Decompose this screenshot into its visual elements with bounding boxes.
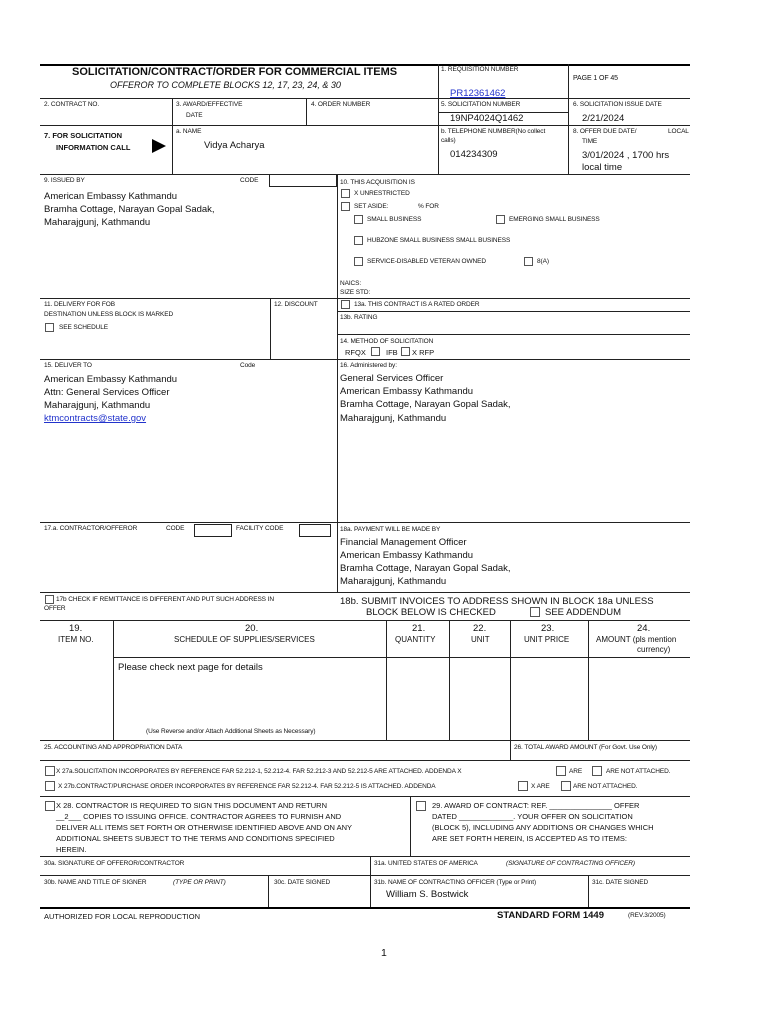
unrestricted-checkbox[interactable]: [341, 189, 350, 198]
rule: [40, 298, 337, 299]
deliver-to-line: Maharajgunj, Kathmandu: [44, 400, 151, 411]
payment-line: Financial Management Officer: [340, 537, 467, 548]
contact-name: Vidya Acharya: [204, 140, 265, 151]
requisition-number-link[interactable]: PR12361462: [450, 88, 506, 99]
naics-label: NAICS:: [340, 280, 362, 287]
block6-label: 6. SOLICITATION ISSUE DATE: [573, 101, 662, 108]
block3-label-2: DATE: [186, 112, 203, 119]
standard-form-label: STANDARD FORM 1449: [497, 910, 604, 921]
block7-label-2: INFORMATION CALL: [56, 143, 131, 152]
block27a-not: ARE NOT ATTACHED.: [606, 768, 671, 775]
block31c-label: 31c. DATE SIGNED: [592, 879, 649, 886]
eight-a-checkbox[interactable]: [524, 257, 533, 266]
block16-label: 16. Administered by:: [340, 362, 397, 369]
col20-label: SCHEDULE OF SUPPLIES/SERVICES: [174, 635, 315, 644]
block29-text: DATED _____________. YOUR OFFER ON SOLICITATION: [432, 812, 633, 821]
col22-num: 22.: [473, 623, 487, 634]
rule: [410, 796, 411, 856]
page-number: 1: [381, 947, 387, 959]
email-link[interactable]: ktmcontracts@state.gov: [44, 413, 147, 424]
rfq-checkbox[interactable]: [371, 347, 380, 356]
emerging-small-business-label: EMERGING SMALL BUSINESS: [509, 216, 600, 223]
rule: [438, 64, 439, 174]
block29-text: 29. AWARD OF CONTRACT: REF. _______________ OFFER: [432, 801, 640, 810]
contracting-officer-name: William S. Bostwick: [386, 889, 469, 900]
col24-label: AMOUNT (pls mention: [596, 635, 677, 644]
col24-num: 24.: [637, 623, 651, 634]
see-addendum-label: SEE ADDENDUM: [545, 607, 622, 618]
block14-label: 14. METHOD OF SOLICITATION: [340, 338, 434, 345]
rule: [270, 298, 271, 359]
block8-label-2: TIME: [582, 138, 598, 145]
block11-label: 11. DELIVERY FOR FOB: [44, 301, 115, 308]
rule: [40, 359, 690, 360]
block27b-text: X 27b.CONTRACT/PURCHASE ORDER INCORPORATES BY REFERENCE FAR 52.212-4. FAR 52.212-5 IS ATTACHED. ADDENDA: [58, 783, 436, 790]
sdvo-checkbox[interactable]: [354, 257, 363, 266]
rule: [40, 620, 690, 621]
offer-due-time: local time: [582, 162, 623, 173]
issued-by-line: American Embassy Kathmandu: [44, 191, 178, 202]
authorized-label: AUTHORIZED FOR LOCAL REPRODUCTION: [44, 912, 200, 921]
block27a-are: ARE: [569, 768, 583, 775]
sdvo-label: SERVICE-DISABLED VETERAN OWNED: [367, 258, 486, 265]
27a-are-checkbox[interactable]: [556, 766, 566, 776]
col19-label: ITEM NO.: [58, 635, 94, 644]
administered-by-line: Bramha Cottage, Narayan Gopal Sadak,: [340, 399, 511, 410]
see-schedule-checkbox[interactable]: [45, 323, 54, 332]
block15-code-label: Code: [240, 362, 256, 369]
issued-by-code-field[interactable]: [269, 174, 337, 187]
form-subtitle: OFFEROR TO COMPLETE BLOCKS 12, 17, 23, 24, & 30: [110, 80, 341, 90]
block28-text: __2___ COPIES TO ISSUING OFFICE. CONTRACTOR AGREES TO FURNISH AND: [56, 812, 342, 821]
col19-num: 19.: [69, 623, 83, 634]
rule: [113, 657, 690, 658]
deliver-to-line: Attn: General Services Officer: [44, 387, 170, 398]
27b-checkbox[interactable]: [45, 781, 55, 791]
rule: [588, 620, 589, 740]
27a-checkbox[interactable]: [45, 766, 55, 776]
rule: [172, 98, 173, 174]
block17-code-label: CODE: [166, 525, 185, 532]
col23-num: 23.: [541, 623, 555, 634]
block8-label: 8. OFFER DUE DATE/: [573, 128, 637, 135]
col20-num: 20.: [245, 623, 259, 634]
block17a-label: 17.a. CONTRACTOR/OFFEROR: [44, 525, 138, 532]
issued-by-line: Bramha Cottage, Narayan Gopal Sadak,: [44, 204, 215, 215]
block3-label: 3. AWARD/EFFECTIVE: [176, 101, 243, 108]
rule: [386, 620, 387, 740]
rfp-label: X RFP: [412, 348, 435, 357]
col22-label: UNIT: [471, 635, 490, 644]
remittance-checkbox[interactable]: [45, 595, 54, 604]
small-business-label: SMALL BUSINESS: [367, 216, 422, 223]
payment-line: Bramha Cottage, Narayan Gopal Sadak,: [340, 563, 511, 574]
block28-text: X 28. CONTRACTOR IS REQUIRED TO SIGN THIS DOCUMENT AND RETURN: [56, 801, 328, 810]
facility-code-field[interactable]: [299, 524, 331, 537]
see-addendum-checkbox[interactable]: [530, 607, 540, 617]
block11-label-2: DESTINATION UNLESS BLOCK IS MARKED: [44, 311, 174, 318]
block30a-label: 30a. SIGNATURE OF OFFEROR/CONTRACTOR: [44, 860, 185, 867]
block13b-label: 13b. RATING: [340, 314, 378, 321]
eight-a-label: 8(A): [537, 258, 549, 265]
rule: [40, 760, 690, 761]
rule: [370, 856, 371, 907]
block15-label: 15. DELIVER TO: [44, 362, 92, 369]
27b-are-checkbox[interactable]: [518, 781, 528, 791]
block28-text: HEREIN.: [56, 845, 87, 854]
block17b-label: 17b CHECK IF REMITTANCE IS DIFFERENT AND PUT SUCH ADDRESS IN: [56, 596, 274, 603]
block27a-text: X 27a.SOLICITATION INCORPORATES BY REFERENCE FAR 52.212-1, 52.212-4. FAR 52.212-3 AND 52.212-5 ARE ATTACHED. ADDENDA X: [56, 768, 462, 775]
rule: [337, 311, 690, 312]
form-bottom-rule: [40, 907, 690, 909]
block1-label: 1. REQUISITION NUMBER: [441, 66, 519, 73]
arrow-right-icon: [152, 139, 166, 153]
block7-label: 7. FOR SOLICITATION: [44, 131, 123, 140]
block8-label-local: LOCAL: [668, 128, 689, 135]
block5-label: 5. SOLICITATION NUMBER: [441, 101, 521, 108]
rated-order-checkbox[interactable]: [341, 300, 350, 309]
block17b-label-2: OFFER: [44, 605, 66, 612]
payment-line: American Embassy Kathmandu: [340, 550, 474, 561]
rule: [588, 875, 589, 907]
block28-text: ADDITIONAL SHEETS SUBJECT TO THE TERMS AND CONDITIONS SPECIFIED: [56, 834, 335, 843]
rfq-label: RFQX: [345, 348, 366, 357]
block7a-label: a. NAME: [176, 128, 202, 135]
rule: [337, 174, 338, 592]
block31b-label: 31b. NAME OF CONTRACTING OFFICER (Type or Print): [374, 879, 537, 886]
block29-text: (BLOCK 5), INCLUDING ANY ADDITIONS OR CHANGES WHICH: [432, 823, 654, 832]
rule: [40, 98, 690, 99]
unrestricted-label: X UNRESTRICTED: [354, 190, 410, 197]
reverse-note: (Use Reverse and/or Attach Additional Sheets as Necessary): [146, 728, 316, 735]
rule: [40, 875, 690, 876]
contact-phone: 014234309: [450, 149, 498, 160]
hubzone-checkbox[interactable]: [354, 236, 363, 245]
27a-not-checkbox[interactable]: [592, 766, 602, 776]
solicitation-number: 19NP4024Q1462: [450, 113, 524, 124]
block27b-not: ARE NOT ATTACHED.: [573, 783, 638, 790]
rule: [40, 125, 690, 126]
rule: [40, 174, 690, 175]
block27b-are: X ARE: [531, 783, 550, 790]
pct-for-label: % FOR: [418, 203, 439, 210]
ifb-checkbox[interactable]: [401, 347, 410, 356]
solicitation-issue-date: 2/21/2024: [582, 113, 625, 124]
rule: [268, 875, 269, 907]
set-aside-label: SET ASIDE:: [354, 203, 389, 210]
facility-code-label: FACILITY CODE: [236, 525, 284, 532]
block28-text: DELIVER ALL ITEMS SET FORTH OR OTHERWISE IDENTIFIED ABOVE AND ON ANY: [56, 823, 353, 832]
col24-label-2: currency): [637, 645, 671, 654]
block18b-text-2: BLOCK BELOW IS CHECKED: [366, 607, 496, 618]
rule: [40, 522, 690, 523]
block31a-hint: (SIGNATURE OF CONTRACTING OFFICER): [506, 860, 635, 867]
schedule-details: Please check next page for details: [118, 662, 263, 673]
hubzone-label: HUBZONE SMALL BUSINESS SMALL BUSINESS: [367, 237, 511, 244]
deliver-to-line: American Embassy Kathmandu: [44, 374, 178, 385]
size-std-label: SIZE STD:: [340, 289, 371, 296]
revision-label: (REV.3/2005): [628, 912, 666, 919]
ifb-label: IFB: [386, 348, 398, 357]
rule: [568, 64, 569, 174]
block7b-label-2: calls): [441, 137, 456, 144]
rule: [40, 856, 690, 857]
29-checkbox[interactable]: [416, 801, 426, 811]
rule: [337, 334, 690, 335]
block12-label: 12. DISCOUNT: [274, 301, 318, 308]
block29-text: ARE SET FORTH HEREIN, IS ACCEPTED AS TO ITEMS:: [432, 834, 627, 843]
block10-label: 10. THIS ACQUISITION IS: [340, 179, 415, 186]
block31a-label: 31a. UNITED STATES OF AMERICA: [374, 860, 478, 867]
rule: [113, 620, 114, 740]
administered-by-line: Maharajgunj, Kathmandu: [340, 413, 447, 424]
rule: [306, 98, 307, 125]
block9-label: 9. ISSUED BY: [44, 177, 85, 184]
block30c-label: 30c. DATE SIGNED: [274, 879, 331, 886]
block30b-label: 30b. NAME AND TITLE OF SIGNER: [44, 879, 147, 886]
set-aside-checkbox[interactable]: [341, 202, 350, 211]
block18b-text: 18b. SUBMIT INVOICES TO ADDRESS SHOWN IN BLOCK 18a UNLESS: [340, 596, 654, 607]
small-business-checkbox[interactable]: [354, 215, 363, 224]
block9-code-label: CODE: [240, 177, 259, 184]
block25-label: 25. ACCOUNTING AND APPROPRIATION DATA: [44, 744, 183, 751]
rule: [337, 298, 690, 299]
rule: [40, 592, 690, 593]
rule: [510, 620, 511, 760]
block18a-label: 18a. PAYMENT WILL BE MADE BY: [340, 526, 441, 533]
rule: [40, 740, 690, 741]
27b-not-checkbox[interactable]: [561, 781, 571, 791]
col21-num: 21.: [412, 623, 426, 634]
form-title: SOLICITATION/CONTRACT/ORDER FOR COMMERCIAL ITEMS: [72, 66, 398, 78]
block13a-label: 13a. THIS CONTRACT IS A RATED ORDER: [354, 301, 480, 308]
block7b-label: b. TELEPHONE NUMBER(No collect: [441, 128, 546, 135]
block4-label: 4. ORDER NUMBER: [311, 101, 371, 108]
see-schedule-label: SEE SCHEDULE: [59, 324, 109, 331]
rule: [40, 796, 690, 797]
offer-due-date: 3/01/2024 , 1700 hrs: [582, 150, 670, 161]
contractor-code-field[interactable]: [194, 524, 232, 537]
28-checkbox[interactable]: [45, 801, 55, 811]
administered-by-line: American Embassy Kathmandu: [340, 386, 474, 397]
payment-line: Maharajgunj, Kathmandu: [340, 576, 447, 587]
block26-label: 26. TOTAL AWARD AMOUNT (For Govt. Use Only): [514, 744, 657, 751]
block30b-hint: (TYPE OR PRINT): [173, 879, 226, 886]
administered-by-line: General Services Officer: [340, 373, 444, 384]
page-count: PAGE 1 OF 45: [573, 75, 618, 82]
issued-by-line: Maharajgunj, Kathmandu: [44, 217, 151, 228]
emerging-small-business-checkbox[interactable]: [496, 215, 505, 224]
block2-label: 2. CONTRACT NO.: [44, 101, 100, 108]
rule: [449, 620, 450, 740]
col23-label: UNIT PRICE: [524, 635, 570, 644]
col21-label: QUANTITY: [395, 635, 436, 644]
